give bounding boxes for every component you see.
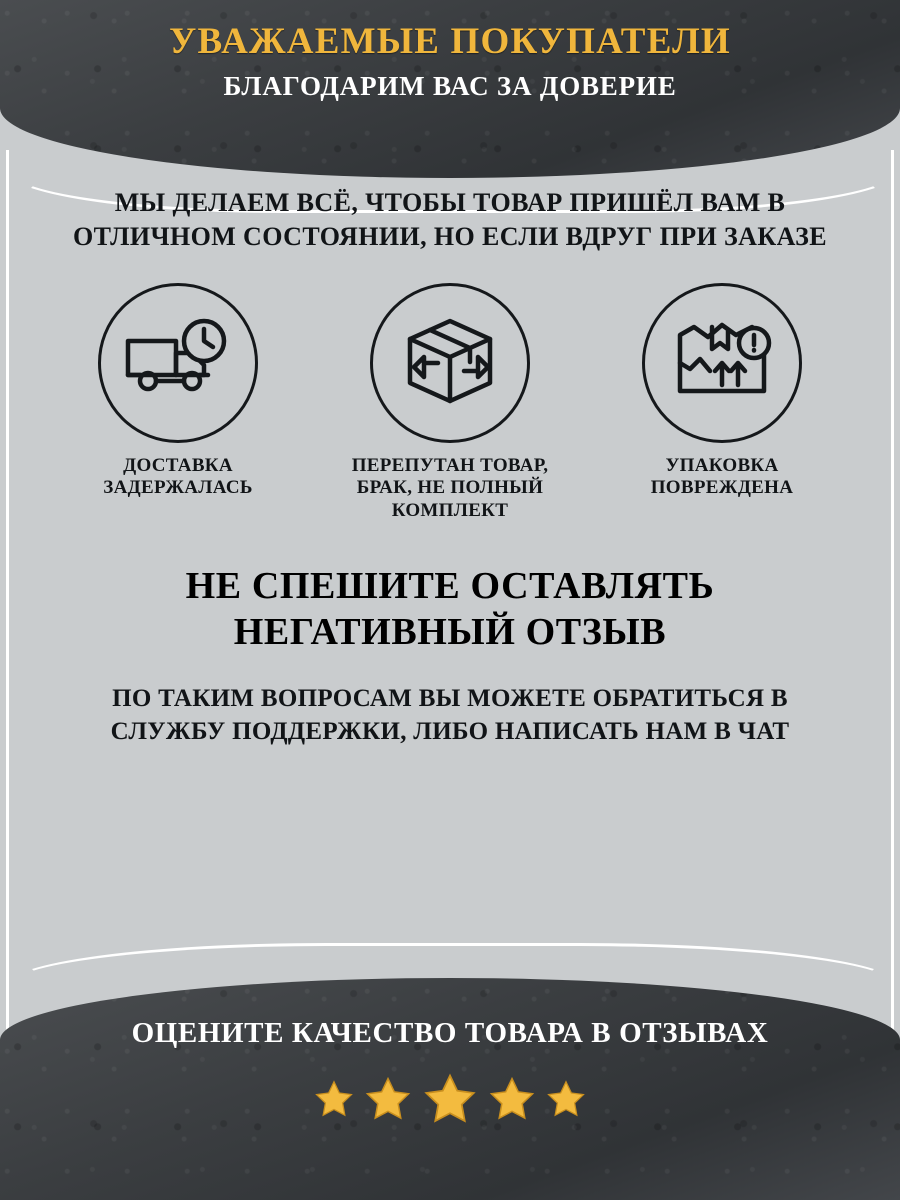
issue-item-damaged-package (604, 283, 840, 501)
star-icon[interactable] (362, 1073, 414, 1125)
header-subtitle: БЛАГОДАРИМ ВАС ЗА ДОВЕРИЕ (223, 70, 677, 101)
rating-stars[interactable] (0, 1069, 900, 1129)
issue-caption: ДОСТАВКА ЗАДЕРЖАЛАСЬ (103, 454, 253, 499)
star-icon[interactable] (544, 1077, 588, 1121)
box-return-icon (370, 283, 530, 443)
star-icon[interactable] (486, 1073, 538, 1125)
star-icon[interactable] (420, 1069, 480, 1129)
main-content (0, 186, 900, 749)
footer-call-to-action: ОЦЕНИТЕ КАЧЕСТВО ТОВАРА В ОТЗЫВАХ (131, 1017, 769, 1049)
damaged-package-icon (642, 283, 802, 443)
headline-text: НЕ СПЕШИТЕ ОСТАВЛЯТЬ НЕГАТИВНЫЙ ОТЗЫВ (185, 565, 715, 654)
header (0, 0, 900, 103)
page-title: УВАЖАЕМЫЕ ПОКУПАТЕЛИ (169, 21, 731, 62)
footer (0, 978, 900, 1200)
issue-icons-row (0, 283, 900, 523)
issue-caption: ПЕРЕПУТАН ТОВАР, БРАК, НЕ ПОЛНЫЙ КОМПЛЕКТ (351, 454, 549, 522)
intro-text: МЫ ДЕЛАЕМ ВСЁ, ЧТОБЫ ТОВАР ПРИШЁЛ ВАМ В ОТЛИЧНОМ СОСТОЯНИИ, НО ЕСЛИ ВДРУГ ПРИ ЗАКАЗЕ (73, 188, 827, 252)
issue-caption: УПАКОВКА ПОВРЕЖДЕНА (650, 454, 794, 499)
support-note-text: ПО ТАКИМ ВОПРОСАМ ВЫ МОЖЕТЕ ОБРАТИТЬСЯ В СЛУЖБУ ПОДДЕРЖКИ, ЛИБО НАПИСАТЬ НАМ В ЧАТ (110, 684, 790, 746)
issue-item-wrong-item (332, 283, 568, 523)
star-icon[interactable] (312, 1077, 356, 1121)
issue-item-delivery-delayed (60, 283, 296, 501)
truck-clock-icon (98, 283, 258, 443)
